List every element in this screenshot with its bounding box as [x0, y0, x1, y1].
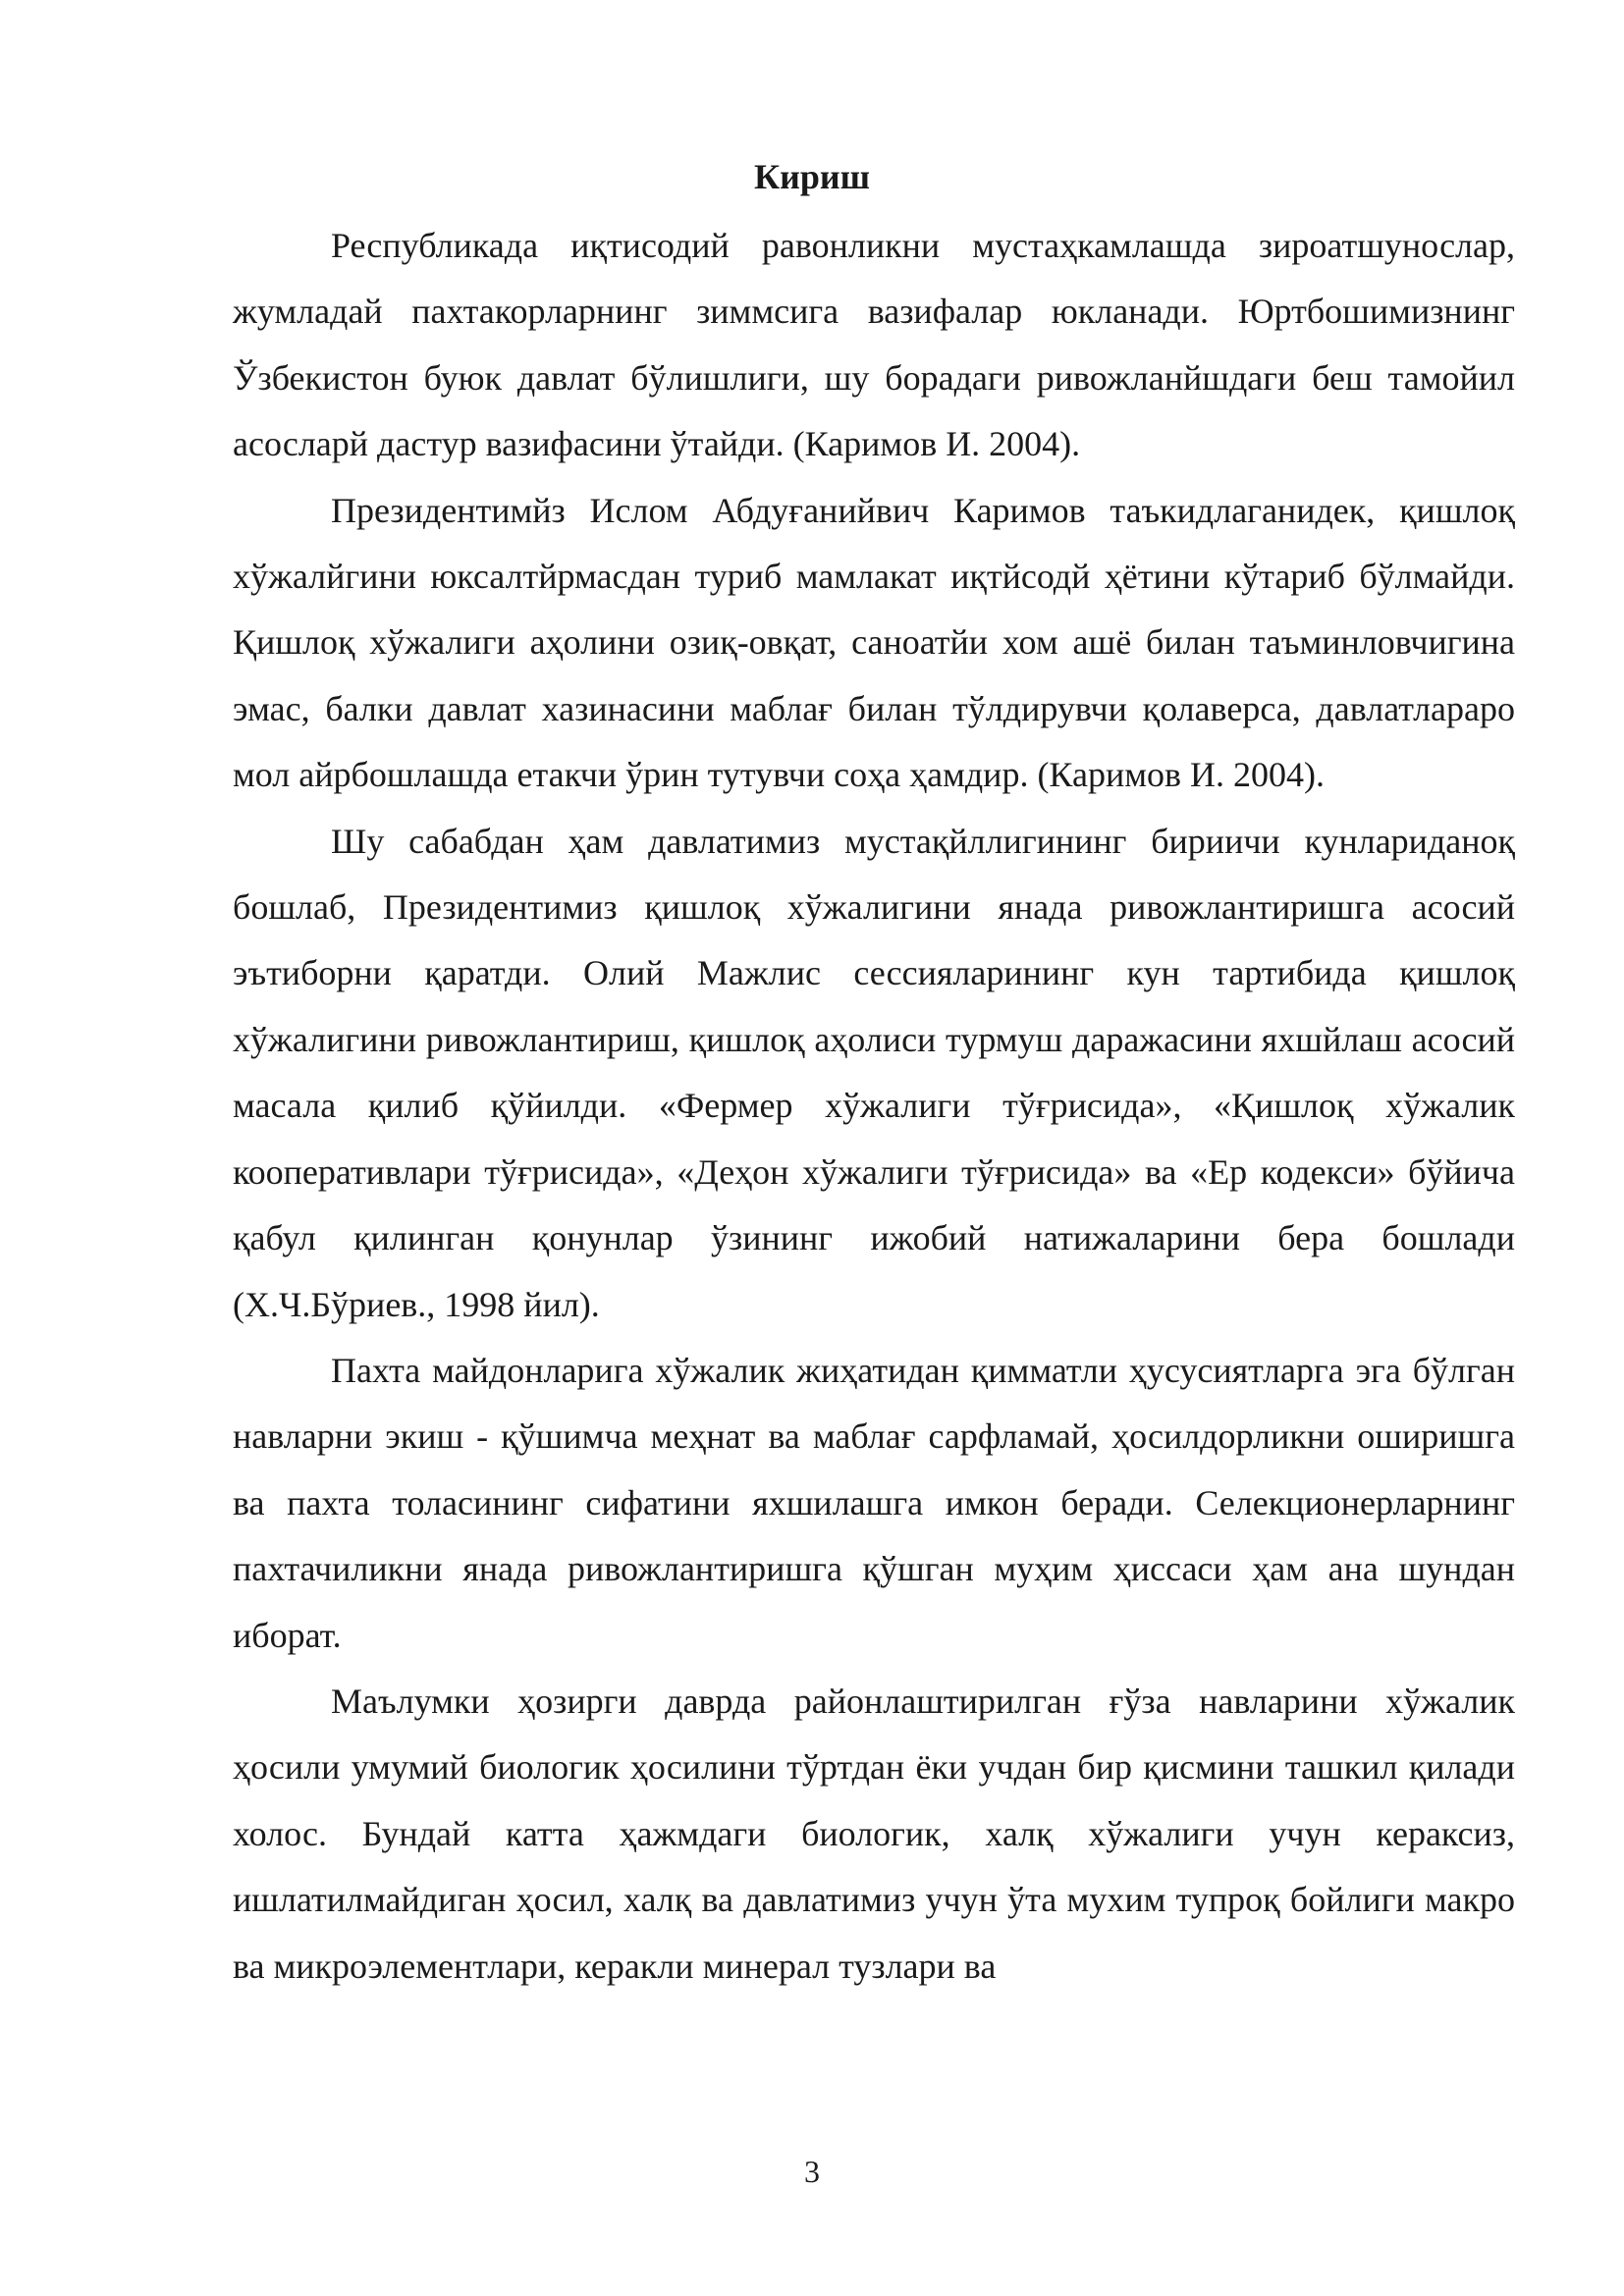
page-number: 3 [804, 2154, 820, 2189]
paragraph-5: Маълумки ҳозирги даврда районлаштирилган ғўза навларини хўжалик ҳосили умумий биологик ҳосилини тўртдан ёки учдан бир қисмини ташкил қилади холос. Бундай катта ҳажмдаги биологик, халқ хўжалиги учун кераксиз, ишлатилмайдиган ҳосил, халқ ва давлатимиз учун ўта мухим тупроқ бойлиги макро ва микроэлементлари, керакли минерал тузлари ва [233, 1681, 1515, 1986]
paragraph-3: Шу сабабдан ҳам давлатимиз мустақйллигининг бириичи кунлариданоқ бошлаб, Президентимиз қишлоқ хўжалигини янада ривожлантиришга асосий эътиборни қаратди. Олий Мажлис сессияларининг кун тартибида қишлоқ хўжалигини ривожлантириш, қишлоқ аҳолиси турмуш даражасини яхшйлаш асосий масала қилиб қўйилди. «Фермер хўжалиги тўғрисида», «Қишлоқ хўжалик кооперативлари тўғрисида», «Деҳон хўжалиги тўғрисида» ва «Ер кодекси» бўйича қабул қилинган қонунлар ўзининг ижобий натижаларини бера бошлади (Х.Ч.Бўриев., 1998 йил). [233, 821, 1515, 1324]
paragraph-1: Республикада иқтисодий равонликни мустаҳкамлашда зироатшунослар, жумладай пахтакорларнинг зиммсига вазифалар юкланади. Юртбошимизнинг Ўзбекистон буюк давлат бўлишлиги, шу борадаги ривожланйшдаги беш тамойил асосларй дастур вазифасини ўтайди. (Каримов И. 2004). [233, 226, 1515, 464]
page-title: Кириш [753, 157, 870, 196]
paragraph-4: Пахта майдонларига хўжалик жиҳатидан қимматли ҳусусиятларга эга бўлган навларни экиш - қўшимча меҳнат ва маблағ сарфламай, ҳосилдорликни оширишга ва пахта толасининг сифатини яхшилашга имкон беради. Селекционерларнинг пахтачиликни янада ривожлантиришга қўшган муҳим ҳиссаси ҳам ана шундан иборат. [233, 1350, 1515, 1655]
paragraph-2: Президентимйз Ислом Абдуғанийвич Каримов таъкидлаганидек, қишлоқ хўжалйгини юксалтйрмасдан туриб мамлакат иқтйсодй ҳётини кўтариб бўлмайди. Қишлоқ хўжалиги аҳолини озиқ-овқат, саноатйи хом ашё билан таъминловчигина эмас, балки давлат хазинасини маблағ билан тўлдирувчи қолаверса, давлатлараро мол айрбошлашда етакчи ўрин тутувчи соҳа ҳамдир. (Каримов И. 2004). [233, 490, 1515, 795]
body-text [233, 213, 1515, 2000]
